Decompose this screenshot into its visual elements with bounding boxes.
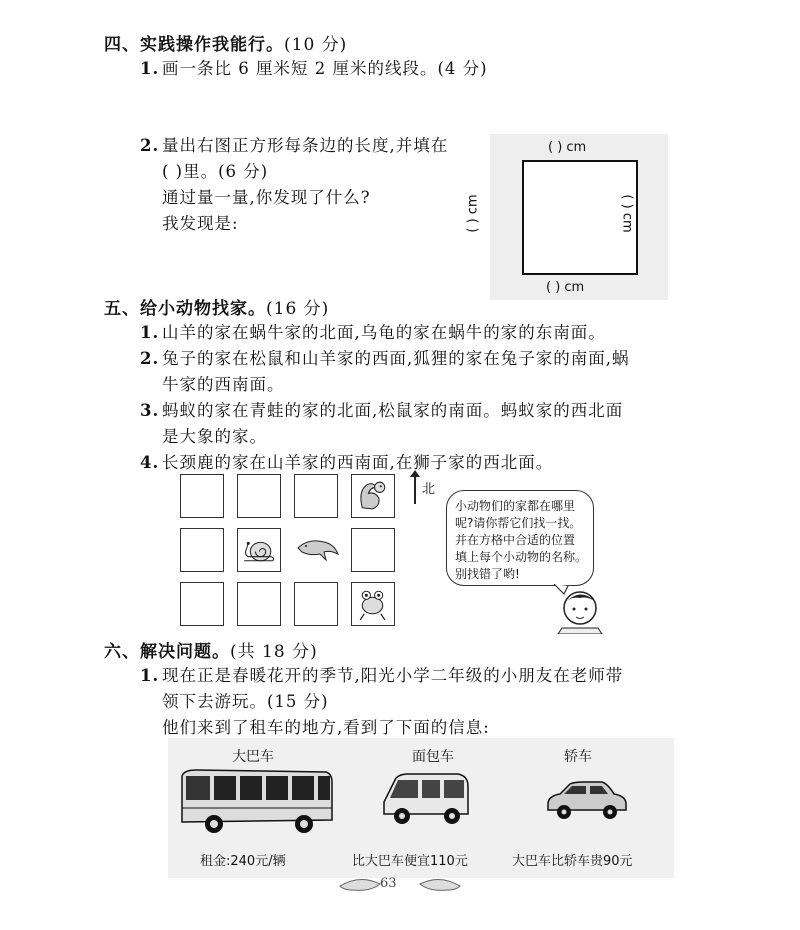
s5-item4-line1: 长颈鹿的家在山羊家的西南面,在狮子家的西北面。 [162, 453, 554, 472]
s5-item1-num: 1. [140, 323, 160, 342]
frog-icon [352, 583, 393, 624]
van-icon [378, 772, 474, 828]
s4-q2-line1: 量出右图正方形每条边的长度,并填在 [162, 136, 449, 155]
s4-q2 [140, 133, 448, 237]
grid-cell[interactable] [180, 582, 224, 626]
s5-item3-line1: 蚂蚁的家在青蛙的家的北面,松鼠家的南面。蚂蚁家的西北面 [162, 401, 624, 420]
s4-q1-text: 画一条比 6 厘米短 2 厘米的线段。(4 分) [162, 59, 488, 78]
section4-title: 四、实践操作我能行。 [104, 35, 284, 55]
section6-points: (共 18 分) [230, 642, 318, 662]
square-label-right: ( ) cm [619, 194, 635, 233]
square-label-left: ( ) cm [465, 194, 481, 233]
s4-q2-line2: ( )里。(6 分) [162, 162, 269, 181]
s5-item1-line1: 山羊的家在蜗牛家的北面,乌龟的家在蜗牛的家的东南面。 [162, 323, 606, 342]
s6-q1-line3: 他们来到了租车的地方,看到了下面的信息: [162, 718, 490, 737]
grid-cell[interactable] [237, 582, 281, 626]
page-number-ornament [330, 870, 470, 900]
vehicle-info-bus: 租金:240元/辆 [200, 854, 286, 869]
squirrel-icon [352, 475, 393, 516]
vehicle-name-bus: 大巴车 [232, 749, 274, 765]
section4-points: (10 分) [284, 35, 348, 55]
north-arrow-line [414, 474, 416, 504]
grid-cell-dolphin[interactable] [294, 528, 338, 572]
bus-icon [176, 768, 336, 836]
s4-q2-num: 2. [140, 136, 160, 155]
section6-title-row [104, 637, 318, 662]
grid-cell[interactable] [180, 474, 224, 518]
grid-cell[interactable] [237, 474, 281, 518]
s5-items [140, 320, 630, 476]
section6-title: 六、解决问题。 [104, 642, 230, 662]
vehicle-name-van: 面包车 [412, 749, 454, 765]
bubble-line: 小动物们的家都在哪里 [455, 499, 576, 513]
grid-cell[interactable] [351, 528, 395, 572]
page-number: 63 [380, 876, 397, 891]
snail-icon [238, 529, 279, 570]
s4-q2-line3: 通过量一量,你发现了什么? [162, 188, 371, 207]
s5-item3-num: 3. [140, 401, 160, 420]
child-illustration [540, 584, 640, 634]
grid-cell[interactable] [294, 474, 338, 518]
section5-points: (16 分) [266, 299, 330, 319]
dolphin-icon [294, 528, 340, 572]
s4-q2-line4: 我发现是: [162, 214, 239, 233]
vehicle-name-car: 轿车 [564, 749, 592, 765]
speech-bubble [446, 490, 594, 586]
bubble-line: 填上每个小动物的名称。 [455, 550, 588, 564]
s6-q1-num: 1. [140, 666, 160, 685]
grid-cell[interactable] [294, 582, 338, 626]
s5-item2-line1: 兔子的家在松鼠和山羊家的西面,狐狸的家在兔子家的南面,蜗 [162, 349, 630, 368]
s6-q1-line1: 现在正是春暖花开的季节,阳光小学二年级的小朋友在老师带 [162, 666, 624, 685]
s6-q1 [140, 663, 623, 741]
s5-item4-num: 4. [140, 453, 160, 472]
s4-q1-num: 1. [140, 59, 160, 78]
s4-q1 [140, 56, 488, 82]
s5-item2-num: 2. [140, 349, 160, 368]
grid-cell[interactable] [180, 528, 224, 572]
north-label: 北 [422, 482, 436, 497]
square-label-bottom: ( ) cm [546, 280, 585, 295]
square-label-top: ( ) cm [548, 140, 587, 155]
section5-title-row [104, 294, 329, 319]
bubble-line: 呢?请你帮它们找一找。 [455, 516, 582, 530]
north-arrow-head [410, 470, 420, 477]
grid-cell-snail[interactable] [237, 528, 281, 572]
grid-cell-squirrel[interactable] [351, 474, 395, 518]
grid-cell-frog[interactable] [351, 582, 395, 626]
vehicle-info-van: 比大巴车便宜110元 [352, 854, 468, 869]
s6-q1-line2: 领下去游玩。(15 分) [162, 692, 329, 711]
bubble-line: 并在方格中合适的位置 [455, 533, 576, 547]
section4-title-row [104, 30, 347, 55]
bubble-line: 别找错了哟! [455, 567, 520, 581]
section5-title: 五、给小动物找家。 [104, 299, 266, 319]
s5-item3-line2: 是大象的家。 [162, 427, 267, 446]
vehicle-info-car: 大巴车比轿车贵90元 [512, 854, 633, 869]
s5-item2-line2: 牛家的西南面。 [162, 375, 285, 394]
car-icon [544, 778, 630, 822]
